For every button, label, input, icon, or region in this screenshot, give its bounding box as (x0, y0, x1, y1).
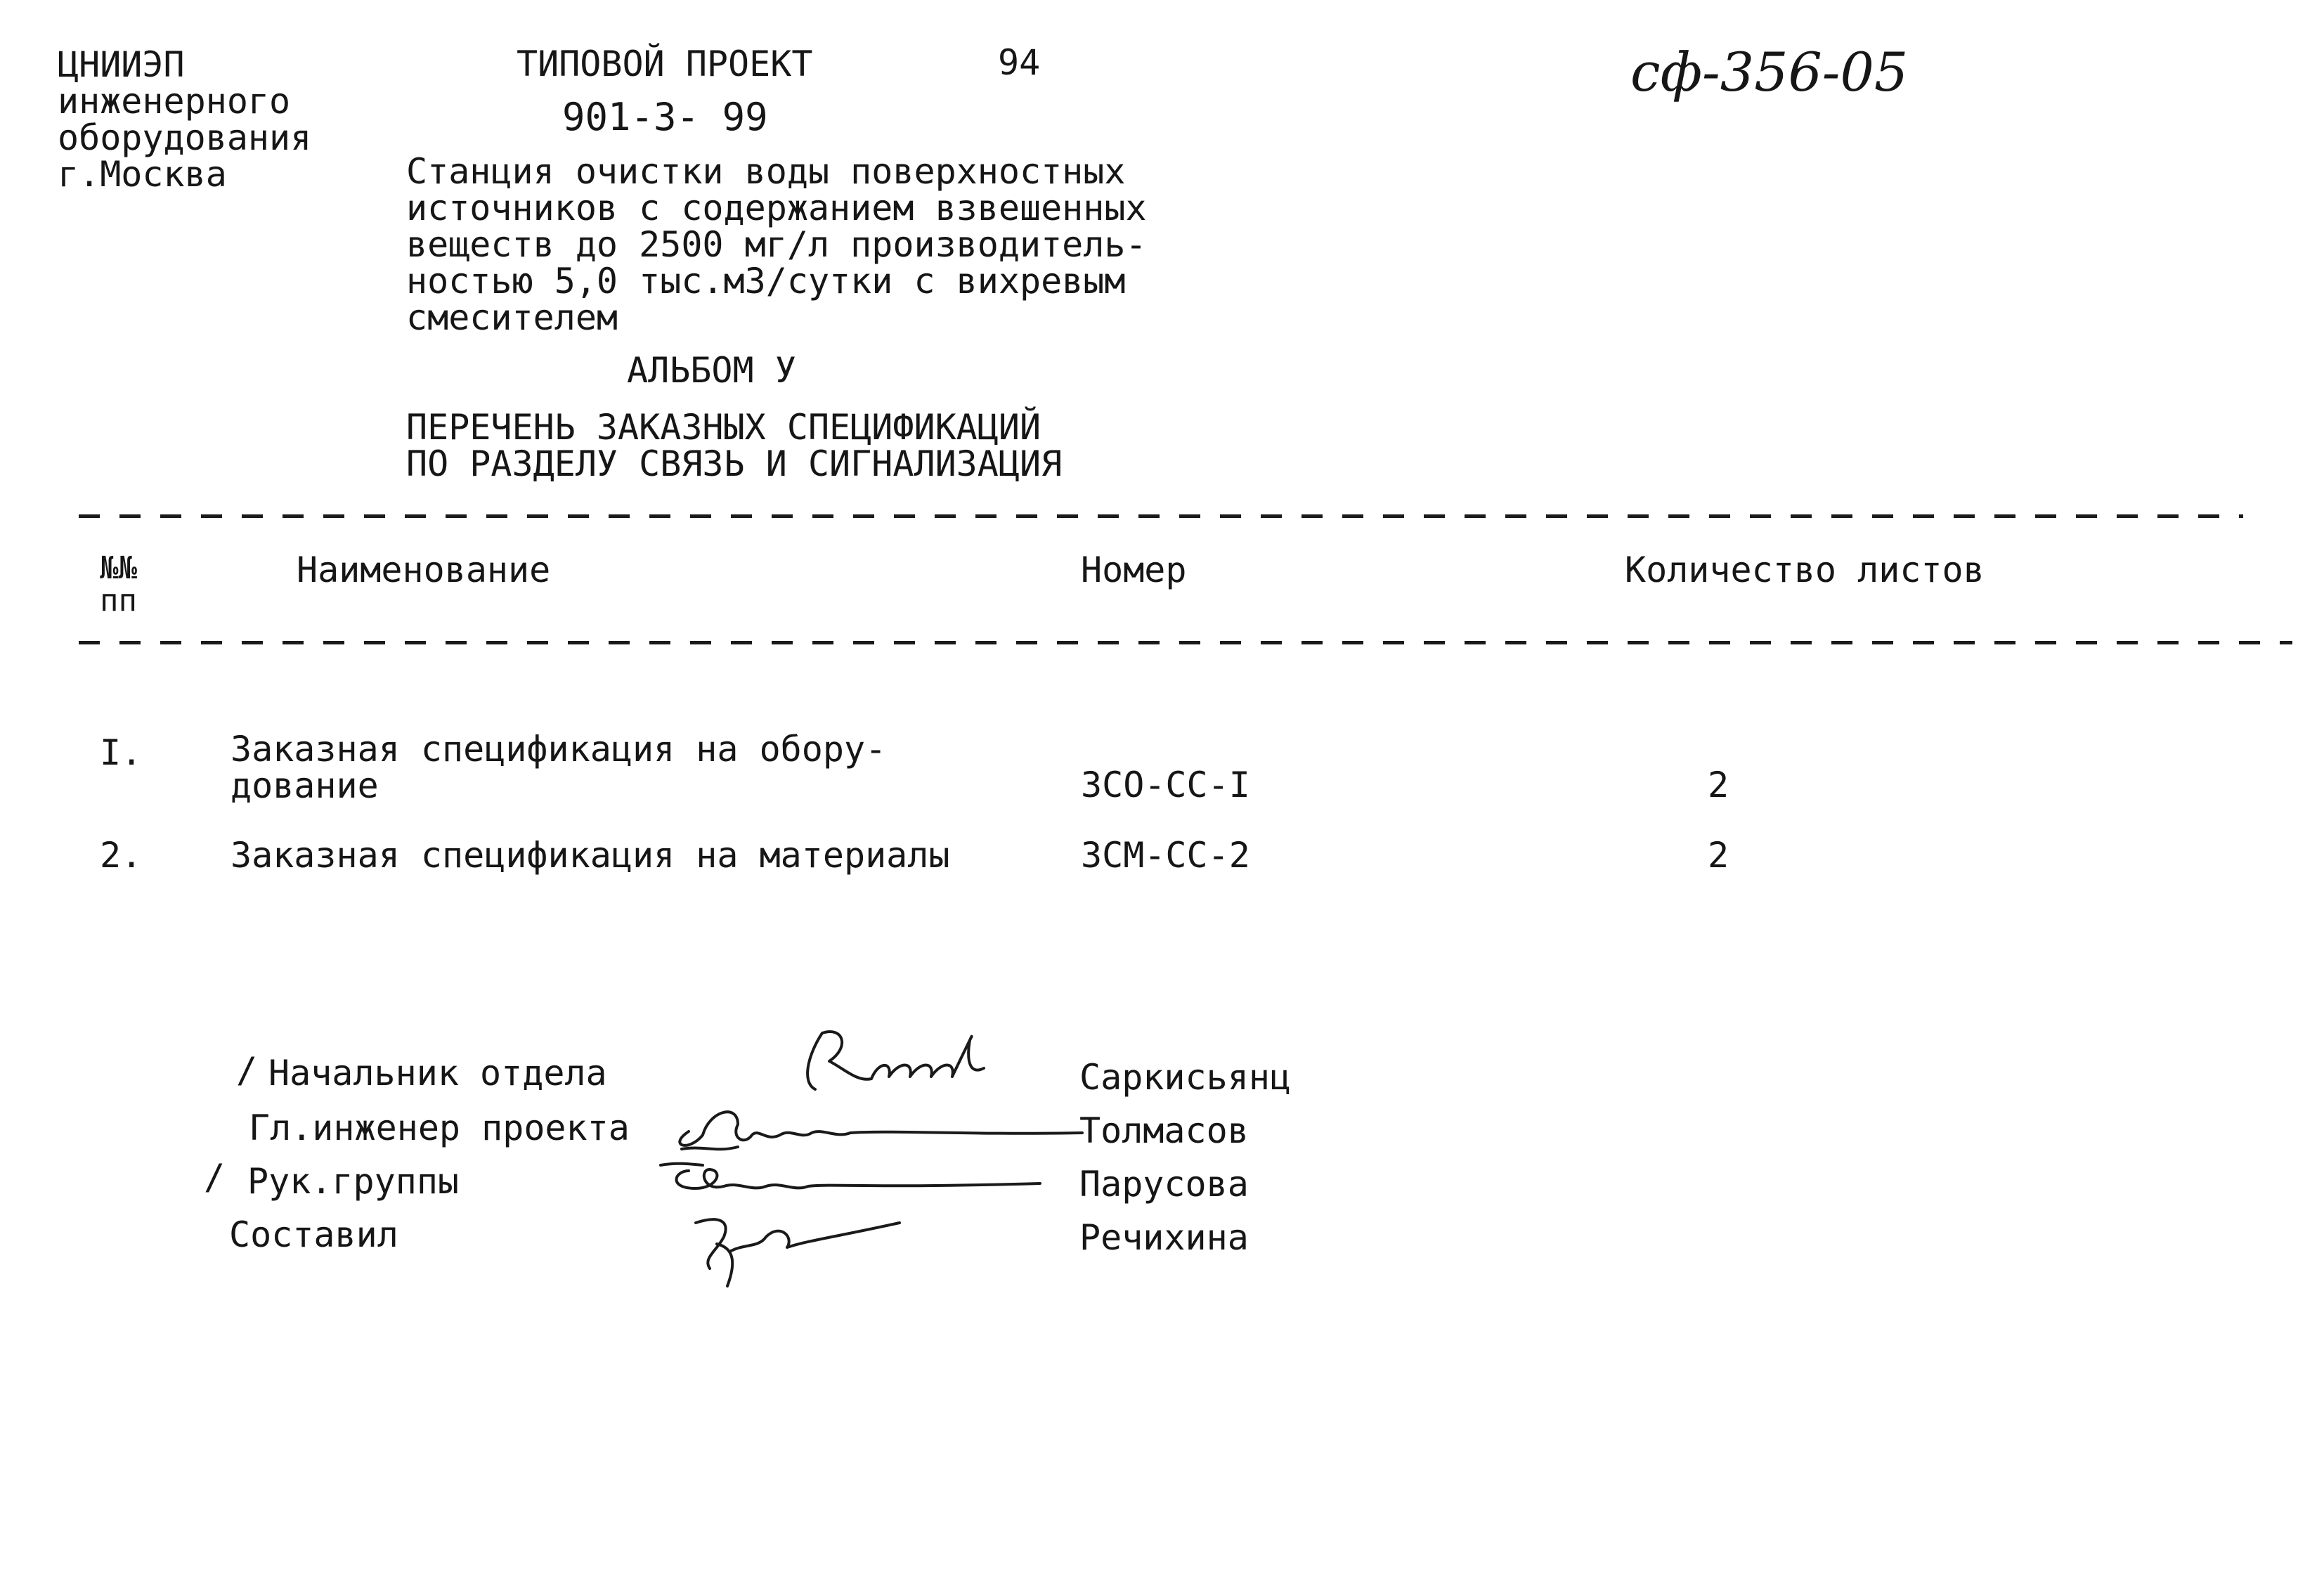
list-title: ПЕРЕЧЕНЬ ЗАКАЗНЫХ СПЕЦИФИКАЦИЙ ПО РАЗДЕЛУ СВЯЗЬ И СИГНАЛИЗАЦИЯ (406, 407, 1063, 484)
album-title: АЛЬБОМ У (627, 350, 796, 391)
project-label: ТИПОВОЙ ПРОЕКТ (517, 44, 813, 84)
column-header-name: Наименование (297, 550, 551, 590)
project-number: 901-3- 99 (562, 95, 768, 139)
page-number: 94 (998, 42, 1041, 83)
signature-name: Саркисьянц (1079, 1057, 1292, 1098)
column-header-index: №№ пп (100, 550, 137, 618)
row-name: Заказная спецификация на обору- дование (231, 729, 887, 806)
row-sheets: 2 (1708, 835, 1729, 876)
header-top-divider (79, 514, 2243, 518)
signature-name: Речихина (1079, 1217, 1249, 1258)
signature-name: Толмасов (1079, 1110, 1249, 1151)
signature-role: Рук.группы (247, 1161, 460, 1202)
row-index: 2. (100, 835, 143, 876)
handwritten-signature-3 (647, 1150, 1040, 1213)
row-number: ЗСО-СС-I (1081, 765, 1250, 805)
signature-mark: / (204, 1157, 226, 1198)
handwritten-signature-1 (794, 1012, 1075, 1103)
project-description: Станция очистки воды поверхностных источников с содержанием взвешенных веществ до 2500 мг/л производитель- ностью 5,0 тыс.м3/сутки с вихревым смесителем (406, 151, 1147, 338)
row-number: ЗСМ-СС-2 (1081, 835, 1250, 876)
row-name: Заказная спецификация на материалы (231, 835, 950, 876)
handwritten-signature-4 (689, 1209, 914, 1307)
signature-role: Гл.инженер проекта (249, 1108, 630, 1148)
row-sheets: 2 (1708, 765, 1729, 805)
row-index: I. (100, 732, 143, 773)
signature-role: Начальник отдела (268, 1053, 607, 1093)
column-header-number: Номер (1081, 550, 1187, 590)
signature-role: Составил (229, 1214, 398, 1255)
signature-mark: / (236, 1050, 258, 1091)
organization-name: ЦНИИЭП инженерного оборудования г.Москва (58, 44, 312, 195)
column-header-sheets: Количество листов (1625, 550, 1985, 590)
signature-name: Парусова (1079, 1164, 1249, 1205)
header-bottom-divider (79, 641, 2292, 644)
stamp-code: сф-356-05 (1630, 41, 1909, 103)
